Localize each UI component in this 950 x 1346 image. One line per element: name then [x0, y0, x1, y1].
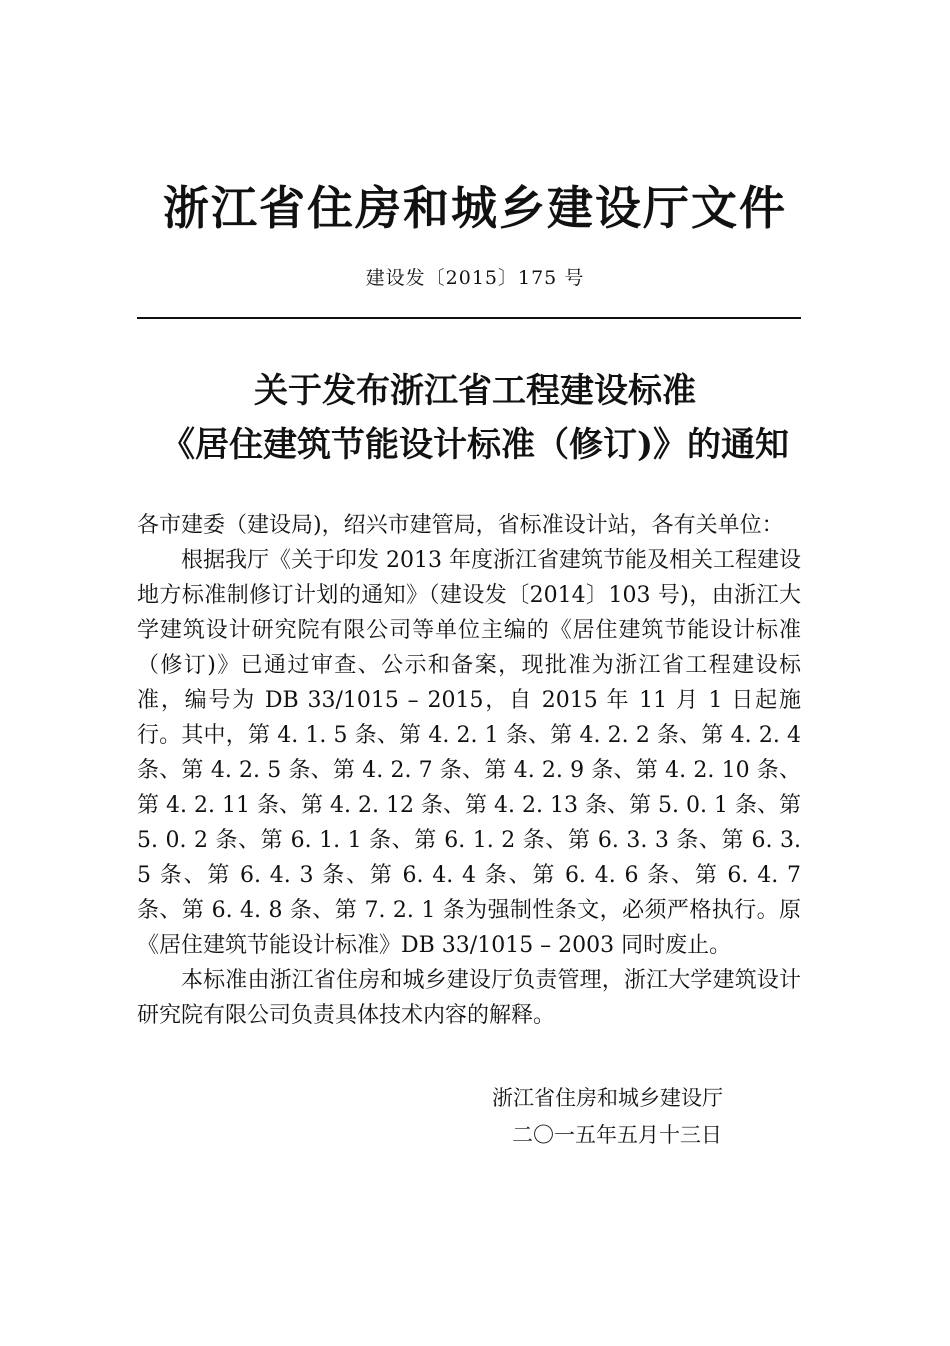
- document-number: 建设发〔2015〕175 号: [365, 267, 585, 289]
- header-divider: [137, 317, 801, 319]
- addressee: 各市建委（建设局)，绍兴市建管局，省标准设计站，各有关单位：: [137, 513, 784, 538]
- signature-date: 二〇一五年五月十三日: [512, 1123, 722, 1147]
- notice-title: [0, 364, 950, 472]
- notice-body: [137, 508, 801, 1033]
- document-header: 浙江省住房和城乡建设厅文件: [163, 181, 787, 235]
- body-paragraph-2: 本标准由浙江省住房和城乡建设厅负责管理，浙江大学建筑设计研究院有限公司负责具体技术内容的解释。: [137, 968, 801, 1028]
- signature-block: [470, 1080, 770, 1154]
- notice-title-line-1: 关于发布浙江省工程建设标准: [254, 371, 696, 411]
- body-paragraph-1: 根据我厅《关于印发 2013 年度浙江省建筑节能及相关工程建设地方标准制修订计划的通知》（建设发〔2014〕103 号)，由浙江大学建筑设计研究院有限公司等单位主编的《居住建筑节能设计标准（修订)》已通过审查、公示和备案，现批准为浙江省工程建设标准，编号为 DB 33/1015 – 2015，自 2015 年 11 月 1 日起施行。其中，第 4. 1. 5 条、第 4. 2. 1 条、第 4. 2. 2 条、第 4. 2. 4 条、第 4. 2. 5 条、第 4. 2. 7 条、第 4. 2. 9 条、第 4. 2. 10 条、第 4. 2. 11 条、第 4. 2. 12 条、第 4. 2. 13 条、第 5. 0. 1 条、第 5. 0. 2 条、第 6. 1. 1 条、第 6. 1. 2 条、第 6. 3. 3 条、第 6. 3. 5 条、第 6. 4. 3 条、第 6. 4. 4 条、第 6. 4. 6 条、第 6. 4. 7 条、第 6. 4. 8 条、第 7. 2. 1 条为强制性条文，必须严格执行。原《居住建筑节能设计标准》DB 33/1015 – 2003 同时废止。: [137, 548, 801, 958]
- notice-title-line-2: 《居住建筑节能设计标准（修订)》的通知: [160, 425, 790, 465]
- signature-organization: 浙江省住房和城乡建设厅: [492, 1086, 723, 1110]
